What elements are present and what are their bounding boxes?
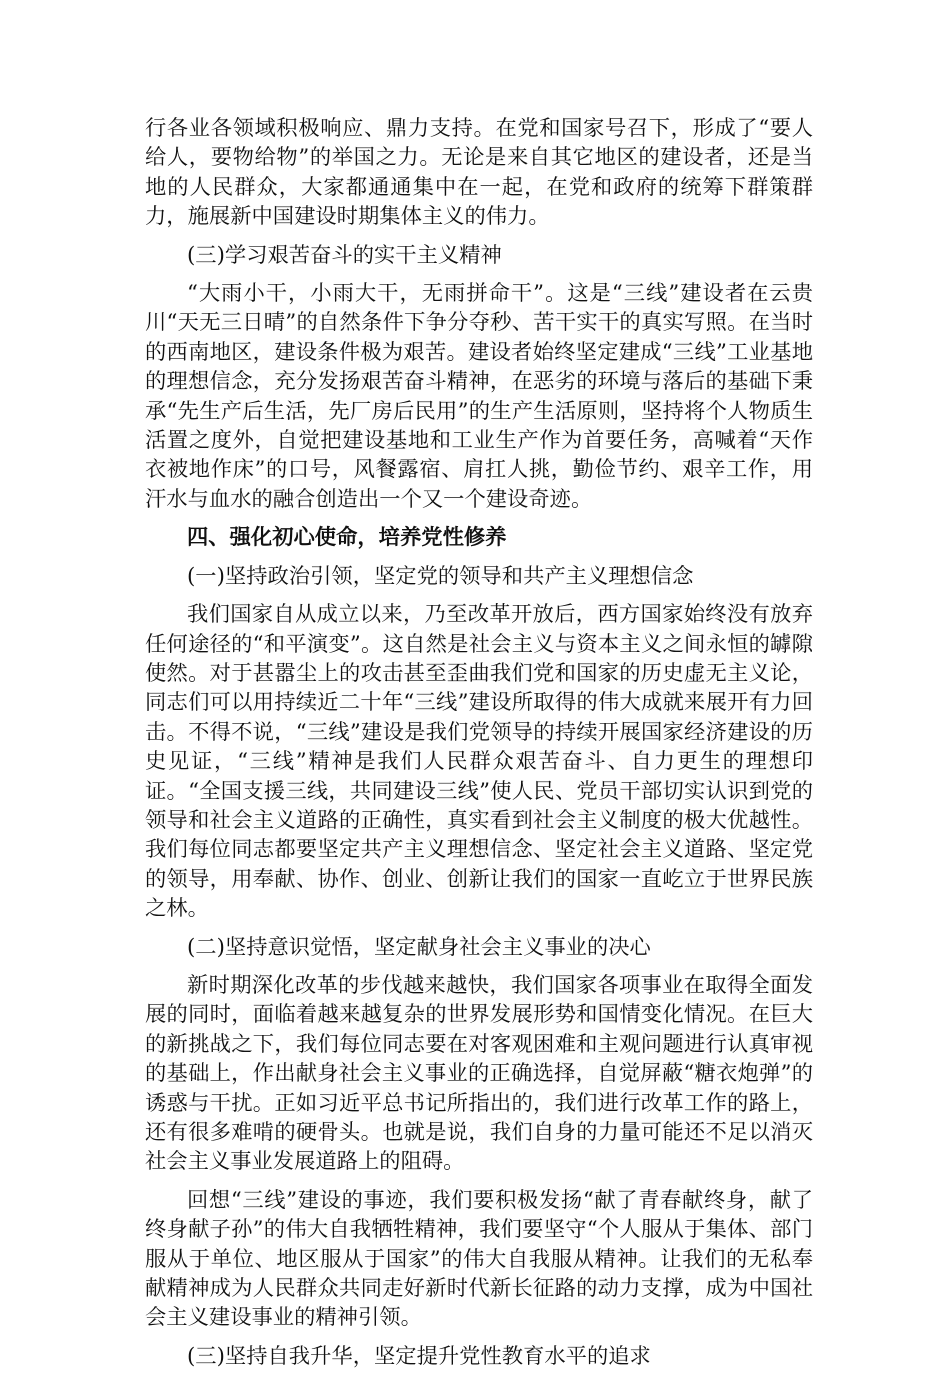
paragraph-body: 回想“三线”建设的事迹，我们要积极发扬“献了青春献终身，献了终身献子孙”的伟大自我牺牲精神，我们要坚守“个人服从于集体、部门服从于单位、地区服从于国家”的伟大自我服从精神。让我们的无私奉献精神成为人民群众共同走好新时代新长征路的动力支撑，成为中国社会主义建设事业的精神引领。 (145, 1187, 813, 1331)
document-page (145, 114, 813, 1380)
paragraph-body: 我们国家自从成立以来，乃至改革开放后，西方国家始终没有放弃任何途径的“和平演变”。这自然是社会主义与资本主义之间永恒的罅隙使然。对于甚嚣尘上的攻击甚至歪曲我们党和国家的历史虚无主义论，同志们可以用持续近二十年“三线”建设所取得的伟大成就来展开有力回击。不得不说，“三线”建设是我们党领导的持续开展国家经济建设的历史见证，“三线”精神是我们人民群众艰苦奋斗、自力更生的理想印证。“全国支援三线，共同建设三线”使人民、党员干部切实认识到党的领导和社会主义道路的正确性，真实看到社会主义制度的极大优越性。我们每位同志都要坚定共产主义理想信念、坚定社会主义道路、坚定党的领导，用奉献、协作、创业、创新让我们的国家一直屹立于世界民族之林。 (145, 602, 813, 922)
subheading-self-improvement: (三)坚持自我升华，坚定提升党性教育水平的追求 (187, 1343, 651, 1369)
subheading-consciousness: (二)坚持意识觉悟，坚定献身社会主义事业的决心 (187, 934, 651, 960)
subheading-hard-work-spirit: (三)学习艰苦奋斗的实干主义精神 (187, 242, 502, 268)
section-heading: 四、强化初心使命，培养党性修养 (187, 525, 507, 551)
paragraph-body: “大雨小干，小雨大干，无雨拼命干”。这是“三线”建设者在云贵川“天无三日晴”的自然条件下争分夺秒、苦干实干的真实写照。在当时的西南地区，建设条件极为艰苦。建设者始终坚定建成“三线”工业基地的理想信念，充分发扬艰苦奋斗精神，在恶劣的环境与落后的基础下秉承“先生产后生活，先厂房后民用”的生产生活原则，坚持将个人物质生活置之度外，自觉把建设基地和工业生产作为首要任务，高喊着“天作衣被地作床”的口号，风餐露宿、肩扛人挑，勤俭节约、艰辛工作，用汗水与血水的融合创造出一个又一个建设奇迹。 (145, 281, 813, 512)
paragraph-continued: 行各业各领域积极响应、鼎力支持。在党和国家号召下，形成了“要人给人，要物给物”的举国之力。无论是来自其它地区的建设者，还是当地的人民群众，大家都通通集中在一起，在党和政府的统筹下群策群力，施展新中国建设时期集体主义的伟力。 (145, 116, 813, 230)
paragraph-body: 新时期深化改革的步伐越来越快，我们国家各项事业在取得全面发展的同时，面临着越来越复杂的世界发展形势和国情变化情况。在巨大的新挑战之下，我们每位同志要在对客观困难和主观问题进行认真审视的基础上，作出献身社会主义事业的正确选择，自觉屏蔽“糖衣炮弹”的诱惑与干扰。正如习近平总书记所指出的，我们进行改革工作的路上，还有很多难啃的硬骨头。也就是说，我们自身的力量可能还不足以消灭社会主义事业发展道路上的阻碍。 (145, 972, 813, 1175)
subheading-political-leadership: (一)坚持政治引领，坚定党的领导和共产主义理想信念 (187, 563, 694, 589)
